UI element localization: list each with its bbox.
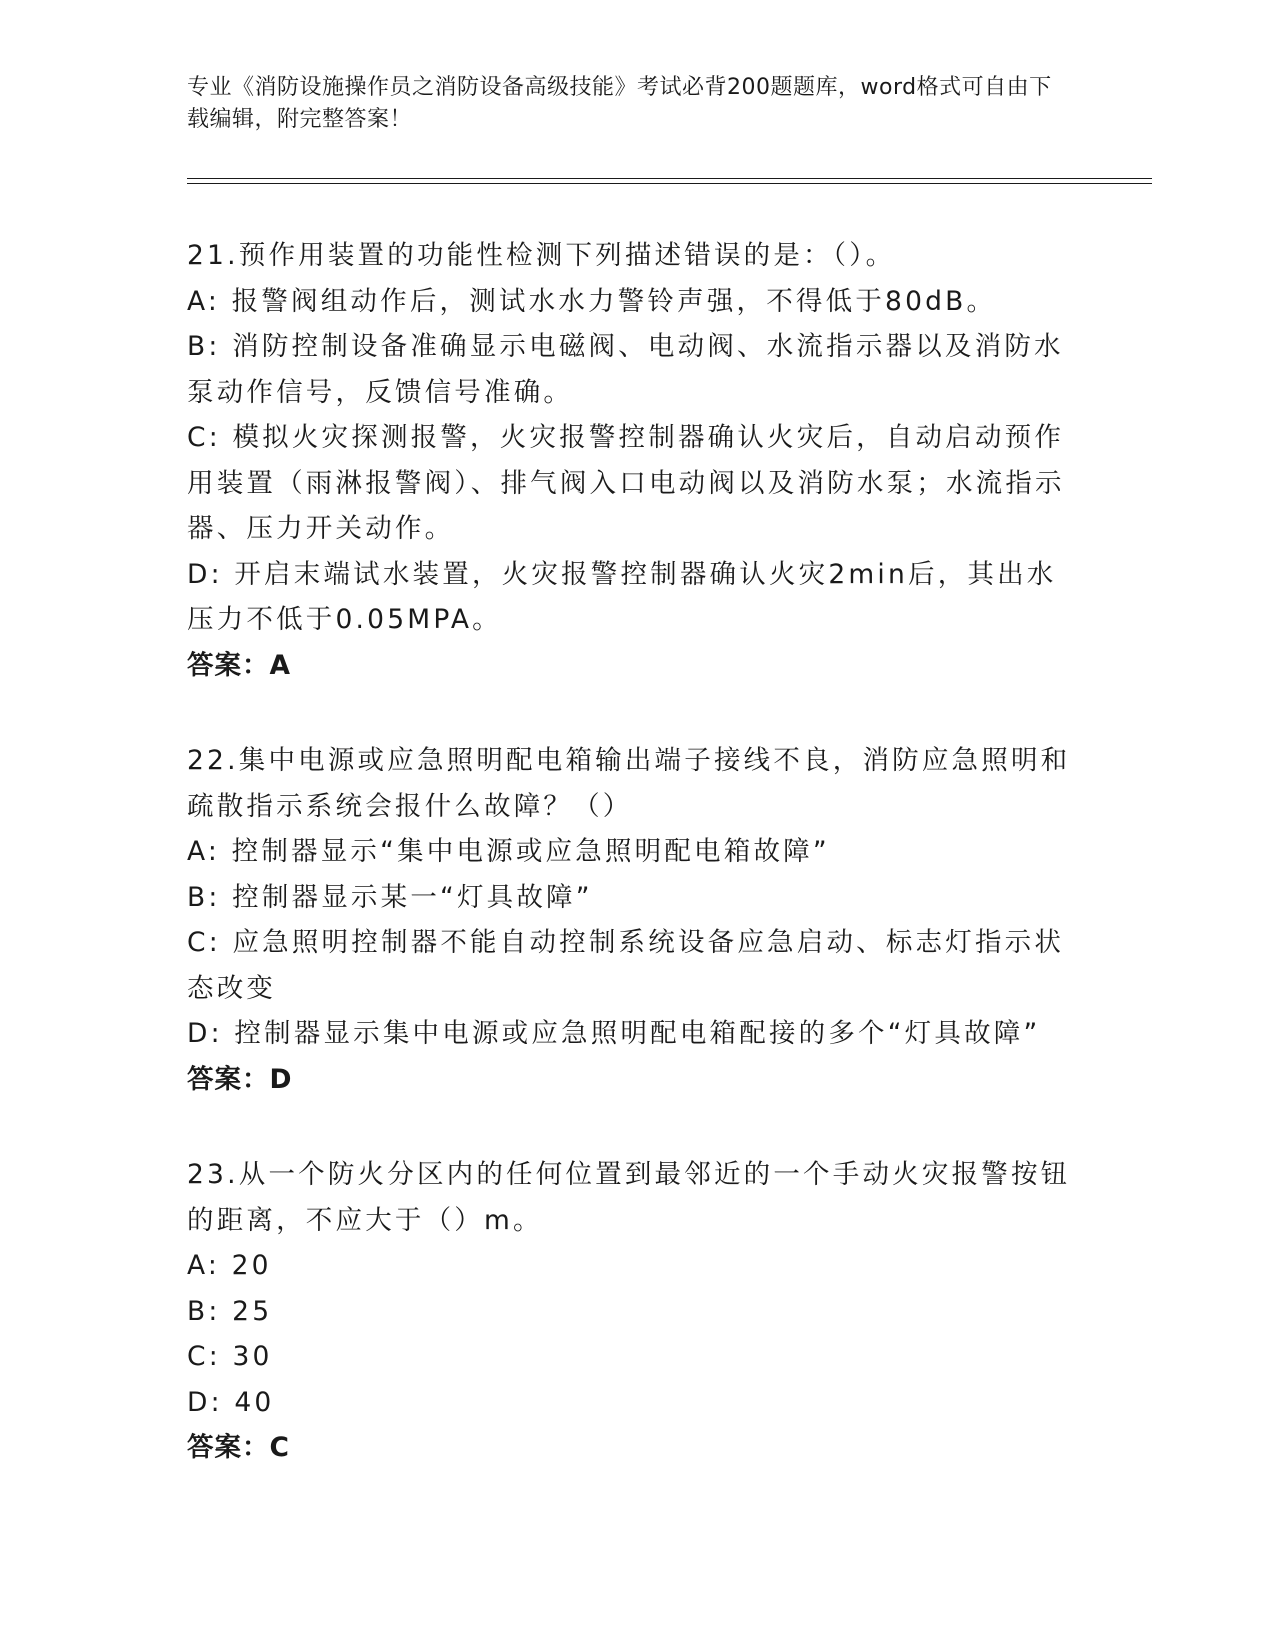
option-b: B: 控制器显示某一“灯具故障” <box>187 881 593 913</box>
answer-label: 答案：D <box>187 1063 293 1095</box>
option-c: C: 应急照明控制器不能自动控制系统设备应急启动、标志灯指示状态改变 <box>187 927 1065 1004</box>
option-c: C: 30 <box>187 1341 273 1372</box>
answer-label: 答案：C <box>187 1432 290 1463</box>
answer-label: 答案：A <box>187 649 292 681</box>
header-divider-bottom <box>187 183 1152 184</box>
option-a: A: 20 <box>187 1250 272 1281</box>
question-23 <box>187 1152 1077 1471</box>
question-22 <box>187 738 1077 1102</box>
header-divider-top <box>187 178 1152 179</box>
option-c: C: 模拟火灾探测报警，火灾报警控制器确认火灾后，自动启动预作用装置（雨淋报警阀）、排气阀入口电动阀以及消防水泵；水流指示器、压力开关动作。 <box>187 422 1065 544</box>
question-21 <box>187 233 1077 688</box>
option-a: A: 控制器显示“集中电源或应急照明配电箱故障” <box>187 836 830 867</box>
question-stem: 21.预作用装置的功能性检测下列描述错误的是：（）。 <box>187 240 896 271</box>
question-list <box>187 233 1077 1521</box>
option-b: B: 消防控制设备准确显示电磁阀、电动阀、水流指示器以及消防水泵动作信号，反馈信号准确。 <box>187 331 1064 408</box>
option-a: A: 报警阀组动作后，测试水水力警铃声强，不得低于80dB。 <box>187 285 997 317</box>
document-header: 专业《消防设施操作员之消防设备高级技能》考试必背200题题库，word格式可自由下载编辑，附完整答案！ <box>187 75 1052 132</box>
option-d: D: 控制器显示集中电源或应急照明配电箱配接的多个“灯具故障” <box>187 1018 1041 1049</box>
option-d: D: 开启末端试水装置，火灾报警控制器确认火灾2min后，其出水压力不低于0.05MPA。 <box>187 558 1057 635</box>
option-b: B: 25 <box>187 1295 273 1327</box>
option-d: D: 40 <box>187 1386 275 1418</box>
question-stem: 22.集中电源或应急照明配电箱输出端子接线不良，消防应急照明和疏散指示系统会报什么故障？（） <box>187 745 1071 822</box>
question-stem: 23.从一个防火分区内的任何位置到最邻近的一个手动火灾报警按钮的距离，不应大于（）m。 <box>187 1159 1071 1236</box>
